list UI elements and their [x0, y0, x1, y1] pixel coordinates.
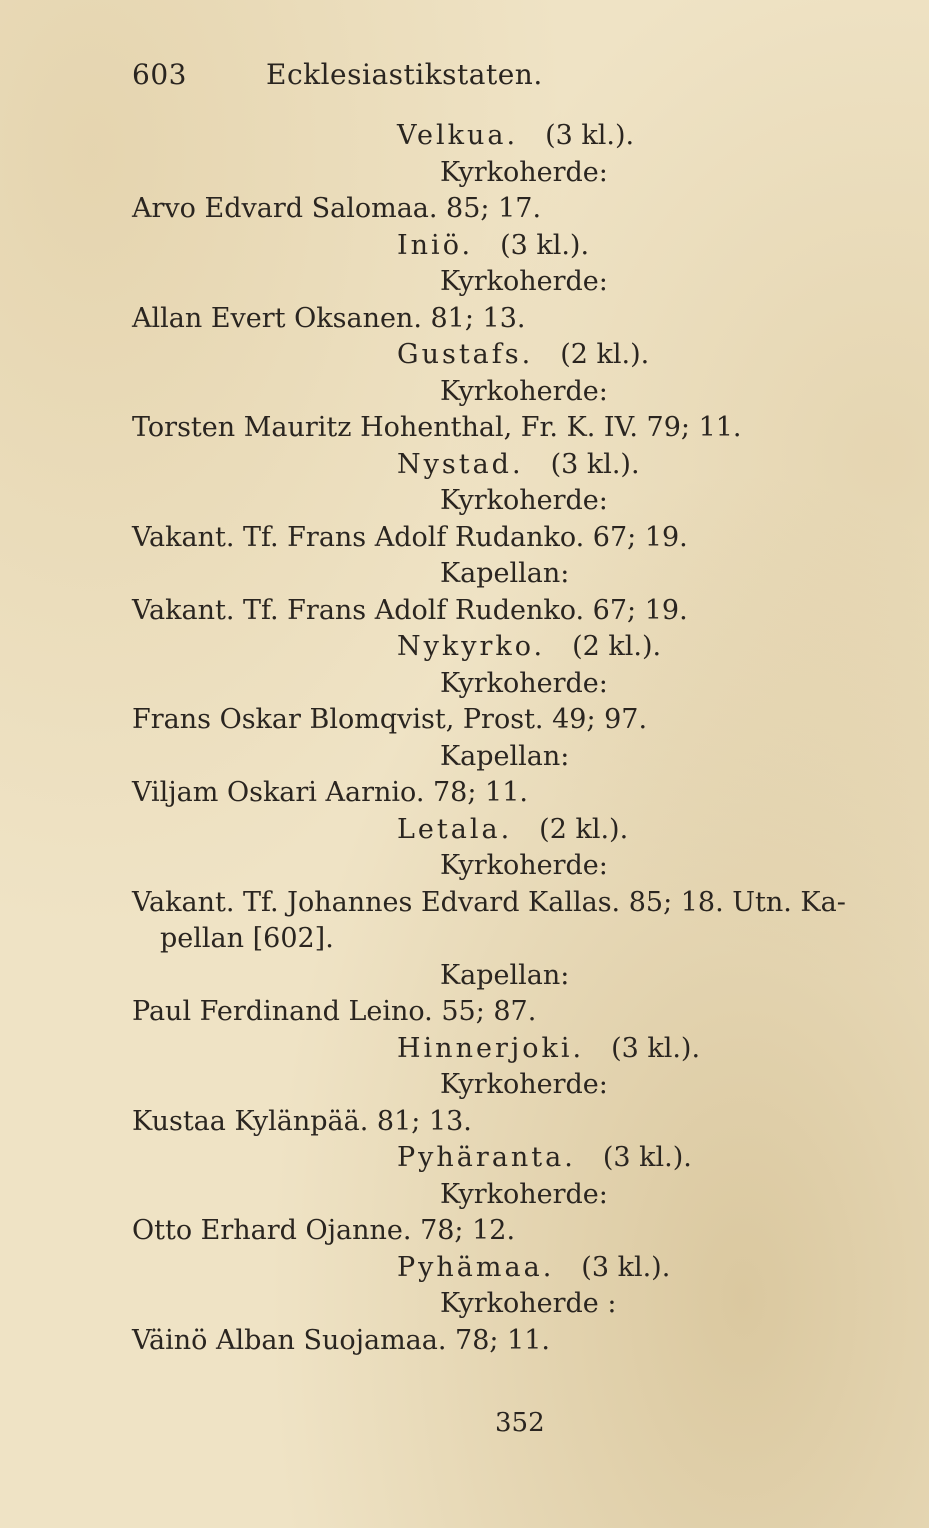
person-line: Vakant. Tf. Frans Adolf Rudenko. 67; 19.: [132, 594, 688, 626]
person-line: Väinö Alban Suojamaa. 78; 11.: [132, 1324, 551, 1356]
page-title: Ecklesiastikstaten.: [266, 58, 543, 91]
role-label: Kyrkoherde:: [440, 485, 608, 516]
role-label: Kyrkoherde:: [440, 850, 608, 881]
parish-name: Nykyrko.: [397, 631, 546, 662]
parish-name: Velkua.: [397, 120, 519, 151]
directory-body: [132, 118, 912, 1359]
person-line: Torsten Mauritz Hohenthal, Fr. K. IV. 79; 11.: [132, 412, 742, 443]
parish-heading: [132, 629, 912, 666]
person-line: Paul Ferdinand Leino. 55; 87.: [132, 996, 537, 1027]
parish-heading: [132, 1140, 912, 1177]
parish-name: Nystad.: [397, 448, 524, 480]
person-line: Viljam Oskari Aarnio. 78; 11.: [132, 777, 528, 808]
person-line: Arvo Edvard Salomaa. 85; 17.: [132, 193, 542, 224]
parish-class: (3 kl.).: [550, 448, 640, 480]
parish-name: Pyhämaa.: [397, 1251, 555, 1283]
person-line: Frans Oskar Blomqvist, Prost. 49; 97.: [132, 704, 648, 735]
role-label: Kyrkoherde:: [440, 1178, 608, 1210]
parish-name: Hinnerjoki.: [397, 1032, 585, 1064]
parish-heading: [132, 1250, 912, 1287]
role-label: Kapellan:: [440, 740, 570, 772]
role-label: Kyrkoherde:: [440, 375, 608, 407]
running-header: [132, 58, 692, 91]
parish-name: Letala.: [397, 813, 513, 845]
role-label: Kapellan:: [440, 959, 570, 991]
parish-heading: [132, 1031, 912, 1068]
parish-class: (2 kl.).: [539, 813, 629, 845]
role-label: Kyrkoherde :: [440, 1288, 617, 1319]
role-label: Kapellan:: [440, 558, 570, 589]
parish-heading: [132, 337, 912, 374]
parish-class: (2 kl.).: [560, 339, 650, 370]
parish-class: (3 kl.).: [602, 1142, 692, 1173]
person-line: Vakant. Tf. Frans Adolf Rudanko. 67; 19.: [132, 521, 688, 553]
parish-class: (3 kl.).: [581, 1251, 671, 1283]
parish-class: (3 kl.).: [611, 1032, 701, 1064]
parish-heading: [132, 228, 912, 265]
person-line: Kustaa Kylänpää. 81; 13.: [132, 1105, 472, 1137]
parish-heading: [132, 118, 912, 155]
role-label: Kyrkoherde:: [440, 667, 608, 699]
role-label: Kyrkoherde:: [440, 156, 608, 188]
role-label: Kyrkoherde:: [440, 266, 608, 297]
role-label: Kyrkoherde:: [440, 1069, 608, 1100]
parish-name: Gustafs.: [397, 339, 534, 370]
parish-class: (2 kl.).: [572, 631, 662, 662]
person-line: Otto Erhard Ojanne. 78; 12.: [132, 1215, 516, 1246]
person-line: Vakant. Tf. Johannes Edvard Kallas. 85; 18. Utn. Ka-: [132, 886, 846, 918]
parish-class: (3 kl.).: [545, 120, 635, 151]
parish-name: Pyhäranta.: [397, 1142, 576, 1173]
page-number: 603: [132, 58, 187, 91]
person-line-continuation: pellan [602].: [160, 923, 334, 954]
sheet-signature: 352: [495, 1408, 545, 1438]
parish-name: Iniö.: [397, 229, 474, 261]
parish-class: (3 kl.).: [500, 229, 590, 261]
person-line: Allan Evert Oksanen. 81; 13.: [132, 302, 526, 334]
parish-heading: [132, 812, 912, 849]
parish-heading: [132, 447, 912, 484]
